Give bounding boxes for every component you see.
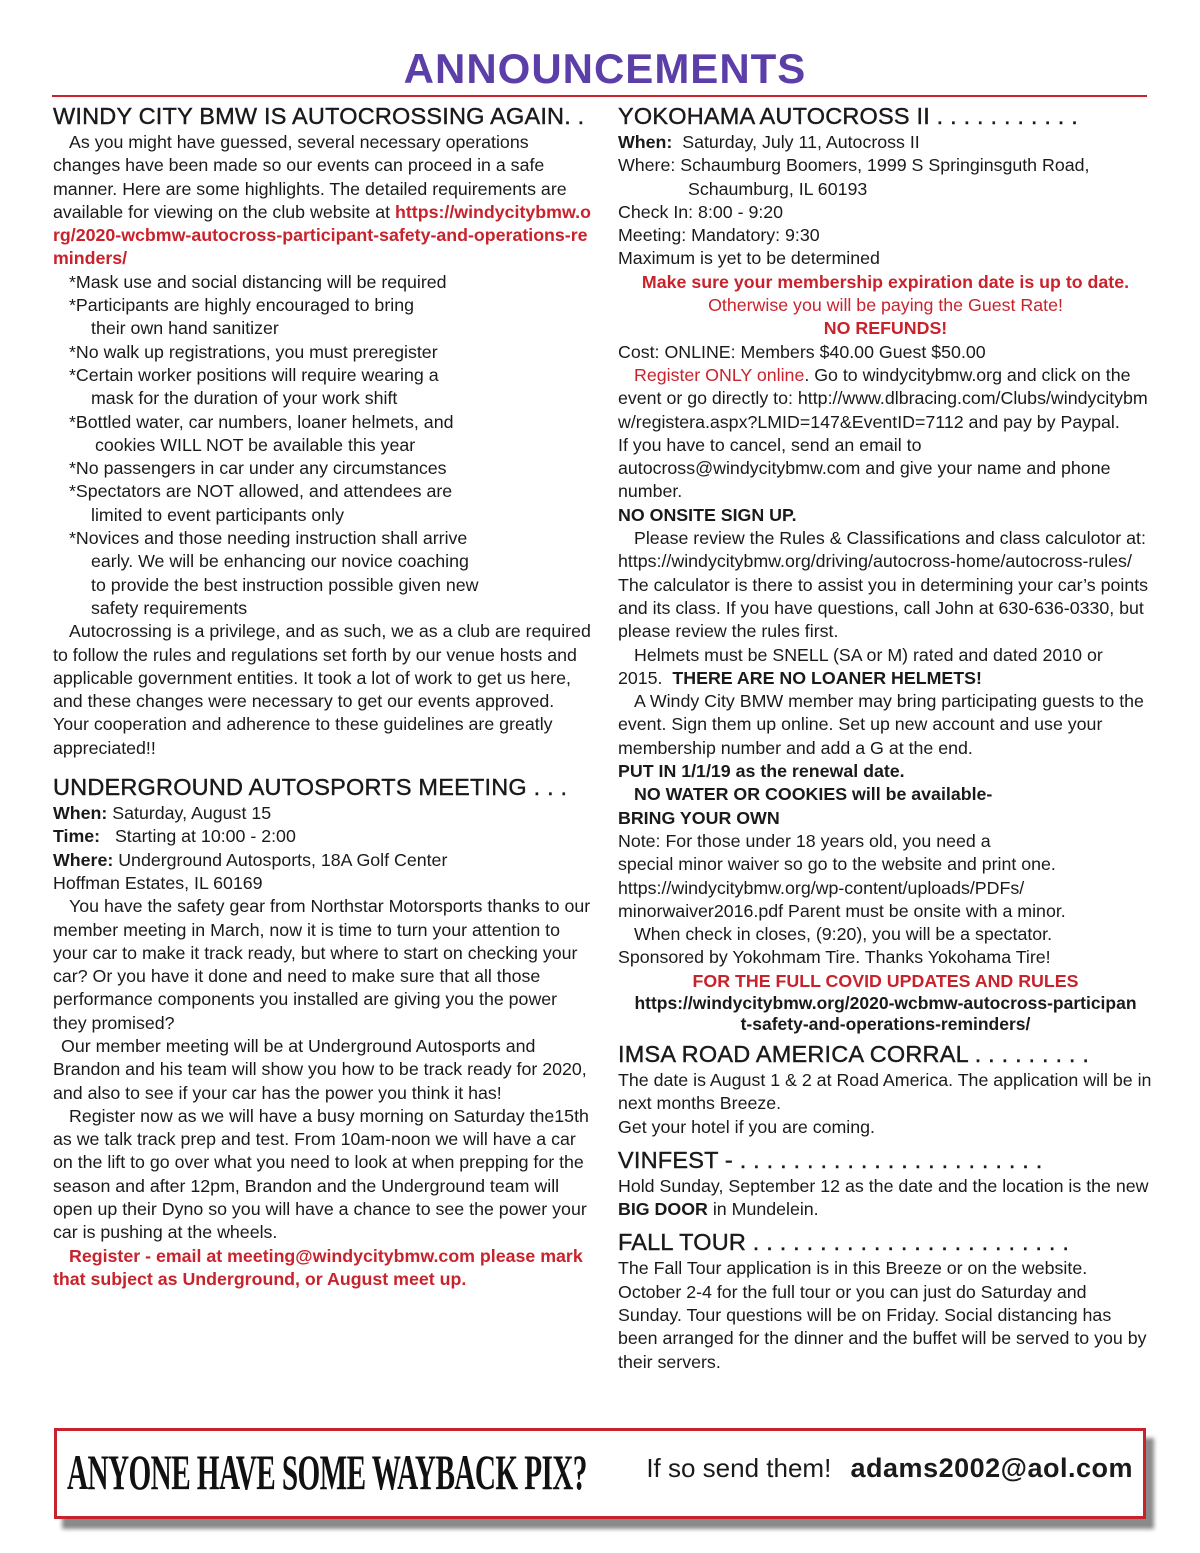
banner-headline: ANYONE HAVE SOME WAYBACK PIX? xyxy=(67,1444,587,1500)
yokohama-guests: A Windy City BMW member may bring participating guests to the event. Sign them up online. Set up new account and use your membership number and add a G at the end. xyxy=(618,691,1144,758)
underground-where-line2: Hoffman Estates, IL 60169 xyxy=(53,872,263,893)
underground-paragraph-1: You have the safety gear from Northstar Motorsports thanks to our member meeting in March, now it is time to turn your attention to your car to make it track ready, but where to start on checking your car? Or you have it done and need to make sure that all those performance components you installed are giving you the power they promised? xyxy=(53,896,591,1033)
banner-email[interactable]: adams2002@aol.com xyxy=(850,1453,1133,1483)
note-url-2: minorwaiver2016.pdf Parent must be onsite with a minor. xyxy=(618,900,1066,921)
windy-city-section xyxy=(53,101,593,760)
underground-when xyxy=(53,802,593,825)
underground-time xyxy=(53,825,593,848)
yokohama-cost: Cost: ONLINE: Members $40.00 Guest $50.00 xyxy=(618,341,986,362)
big-door: BIG DOOR xyxy=(618,1199,708,1220)
fall-heading: FALL TOUR . . . . . . . . . . . . . . . . . . . . . . . . xyxy=(618,1229,1070,1256)
bullet-line: *Bottled water, car numbers, loaner helmets, and xyxy=(69,411,454,432)
covid-title: FOR THE FULL COVID UPDATES AND RULES xyxy=(692,970,1079,991)
when-value: Saturday, August 15 xyxy=(112,803,272,824)
imsa-section xyxy=(618,1039,1153,1139)
when-label: When: xyxy=(618,132,673,152)
time-label: Time: xyxy=(53,826,101,847)
yokohama-cancel: If you have to cancel, send an email to autocross@windycitybmw.com and give your name and phone number. xyxy=(618,434,1111,502)
covid-link[interactable]: https://windycitybmw.org/2020-wcbmw-autocross-participant-safety-and-operations-reminders/ xyxy=(634,992,1137,1034)
vinfest-section xyxy=(618,1145,1153,1222)
windy-intro-paragraph xyxy=(53,131,593,271)
imsa-hotel: Get your hotel if you are coming. xyxy=(618,1116,875,1137)
bullet-line: safety requirements xyxy=(91,597,248,618)
bullet-line: *Certain worker positions will require wearing a xyxy=(69,364,439,385)
helmets-text: Helmets must be SNELL (SA or M) rated and dated 2010 or 2015. xyxy=(618,644,1103,688)
underground-section xyxy=(53,772,593,1291)
underground-register[interactable]: Register - email at meeting@windycitybmw.com please mark that subject as Underground, or August meet up. xyxy=(53,1245,583,1289)
underground-paragraph-2: Our member meeting will be at Underground Autosports and Brandon and his team will show you how to be track ready for 2020, and also to see if your car has the power you think it has! xyxy=(53,1035,587,1103)
page-title: ANNOUNCEMENTS xyxy=(403,45,807,92)
banner-cta xyxy=(646,1453,1133,1484)
when-label: When: xyxy=(53,803,108,824)
underground-heading: UNDERGROUND AUTOSPORTS MEETING . . . xyxy=(53,774,568,801)
bullet-line: cookies WILL NOT be available this year xyxy=(95,434,416,455)
yokohama-when xyxy=(618,131,1153,154)
windy-closing: Autocrossing is a privilege, and as such, we as a club are required to follow the rules and regulations set forth by our venue hosts and applicable government entities. It took a lot of work to get us here, and these changes were necessary to get our events approved. Your cooperation and adherence to these guidelines are greatly appreciated!! xyxy=(53,621,591,758)
vinfest-body xyxy=(618,1175,1153,1222)
yokohama-where-line2: Schaumburg, IL 60193 xyxy=(688,178,868,199)
right-column xyxy=(618,101,1153,1374)
bullet-line: early. We will be enhancing our novice coaching xyxy=(91,551,469,572)
when-value: Saturday, July 11, Autocross II xyxy=(682,132,920,152)
vinfest-text-1: Hold Sunday, September 12 as the date and the location is the new xyxy=(618,1175,1149,1196)
no-refunds: NO REFUNDS! xyxy=(823,318,948,339)
bullet-line: to provide the best instruction possible given new xyxy=(91,574,479,595)
underground-paragraph-3: Register now as we will have a busy morning on Saturday the15th as we talk track prep and test. From 10am-noon we will have a car on the lift to go over what you need to look at when prepping for the season and after 12pm, Brandon and the Underground team will open up their Dyno so you will have a chance to see the power your car is pushing at the wheels. xyxy=(53,1105,589,1243)
banner-cta-text: If so send them! xyxy=(646,1453,832,1483)
left-column xyxy=(53,101,593,1291)
windy-heading: WINDY CITY BMW IS AUTOCROSSING AGAIN. . xyxy=(53,103,585,129)
underground-where xyxy=(53,849,593,872)
time-value: Starting at 10:00 - 2:00 xyxy=(114,826,296,847)
bullet-line: mask for the duration of your work shift xyxy=(91,388,398,409)
windy-link[interactable]: https://windycitybmw.org/2020-wcbmw-autocross-participant-safety-and-operations-reminders/ xyxy=(53,201,591,269)
register-url[interactable]: http://www.dlbracing.com/Clubs/windycitybmw/registera.aspx?LMID=147&EventID=7112 and pay by Paypal. xyxy=(618,388,1148,432)
title-divider xyxy=(52,95,1147,97)
vinfest-heading: VINFEST - . . . . . . . . . . . . . . . . . . . . . . . xyxy=(618,1146,1043,1173)
bullet-line: *Spectators are NOT allowed, and attendees are xyxy=(69,481,453,502)
register-rest: . Go to windycitybmw.org and click on the event or go directly to: xyxy=(618,364,1131,409)
where-value: Underground Autosports, 18A Golf Center xyxy=(118,849,448,870)
no-water-1: NO WATER OR COOKIES will be available- xyxy=(634,784,993,805)
no-onsite: NO ONSITE SIGN UP. xyxy=(618,504,797,525)
note-url-1[interactable]: https://windycitybmw.org/wp-content/uploads/PDFs/ xyxy=(618,877,1025,898)
no-water-2: BRING YOUR OWN xyxy=(618,807,780,828)
yokohama-helmets xyxy=(618,644,1153,691)
imsa-heading: IMSA ROAD AMERICA CORRAL . . . . . . . . . xyxy=(618,1040,1090,1067)
membership-rest: Otherwise you will be paying the Guest Rate! xyxy=(708,295,1063,316)
no-loaner-helmets: THERE ARE NO LOANER HELMETS! xyxy=(672,667,982,688)
bullet-line: *Participants are highly encouraged to bring xyxy=(69,295,414,316)
note-line-1: Note: For those under 18 years old, you need a xyxy=(618,830,991,851)
fall-body: The Fall Tour application is in this Breeze or on the website. October 2-4 for the full tour or you can just do Saturday and Sunday. Tour questions will be on Friday. Social distancing has been arranged for the dinner and the buffet will be served to you by their servers. xyxy=(618,1258,1147,1372)
bullet-line: *Novices and those needing instruction shall arrive xyxy=(69,528,468,549)
register-online-link[interactable]: Register ONLY online xyxy=(634,364,805,385)
note-line-2: special minor waiver so go to the website and print one. xyxy=(618,854,1056,875)
imsa-body: The date is August 1 & 2 at Road America. The application will be in next months Breeze. xyxy=(618,1069,1152,1114)
yokohama-rules: Please review the Rules & Classifications and class calculotor at: https://windycitybmw.org/driving/autocross-home/autocross-rules/ The calculator is there to assist you in determining your car’s points and its class. If you have questions, call John at 630-636-0330, but please review the rules first. xyxy=(618,528,1149,642)
sponsor-note: Sponsored by Yokohmam Tire. Thanks Yokohama Tire! xyxy=(618,947,1051,968)
put-in-date: PUT IN 1/1/19 as the renewal date. xyxy=(618,761,905,782)
yokohama-meeting: Meeting: Mandatory: 9:30 xyxy=(618,225,820,246)
yokohama-where: Where: Schaumburg Boomers, 1999 S Springinsguth Road, xyxy=(618,155,1090,176)
wayback-pix-banner xyxy=(54,1428,1146,1519)
spectator-note: When check in closes, (9:20), you will be a spectator. xyxy=(634,924,1053,945)
yokohama-checkin: Check In: 8:00 - 9:20 xyxy=(618,201,784,222)
yokohama-maximum: Maximum is yet to be determined xyxy=(618,248,880,269)
windy-intro: As you might have guessed, several necessary operations changes have been made so our events can proceed in a safe manner. Here are some highlights. The detailed requirements are available for viewing on the club website at xyxy=(53,132,567,222)
vinfest-text-2: in Mundelein. xyxy=(712,1199,819,1220)
bullet-line: *No walk up registrations, you must preregister xyxy=(69,341,438,362)
bullet-line: their own hand sanitizer xyxy=(91,318,279,339)
bullet-line: *Mask use and social distancing will be required xyxy=(69,271,447,292)
membership-bold: Make sure your membership expiration date is up to date. xyxy=(641,271,1130,292)
where-label: Where: xyxy=(53,849,114,870)
yokohama-section xyxy=(618,101,1153,1035)
yokohama-register xyxy=(618,364,1153,434)
windy-bullets xyxy=(53,271,593,620)
bullet-line: limited to event participants only xyxy=(91,504,345,525)
bullet-line: *No passengers in car under any circumstances xyxy=(69,458,447,479)
fall-tour-section xyxy=(618,1227,1153,1373)
membership-notice xyxy=(618,271,1153,318)
yokohama-heading: YOKOHAMA AUTOCROSS II . . . . . . . . . . . xyxy=(618,103,1078,129)
